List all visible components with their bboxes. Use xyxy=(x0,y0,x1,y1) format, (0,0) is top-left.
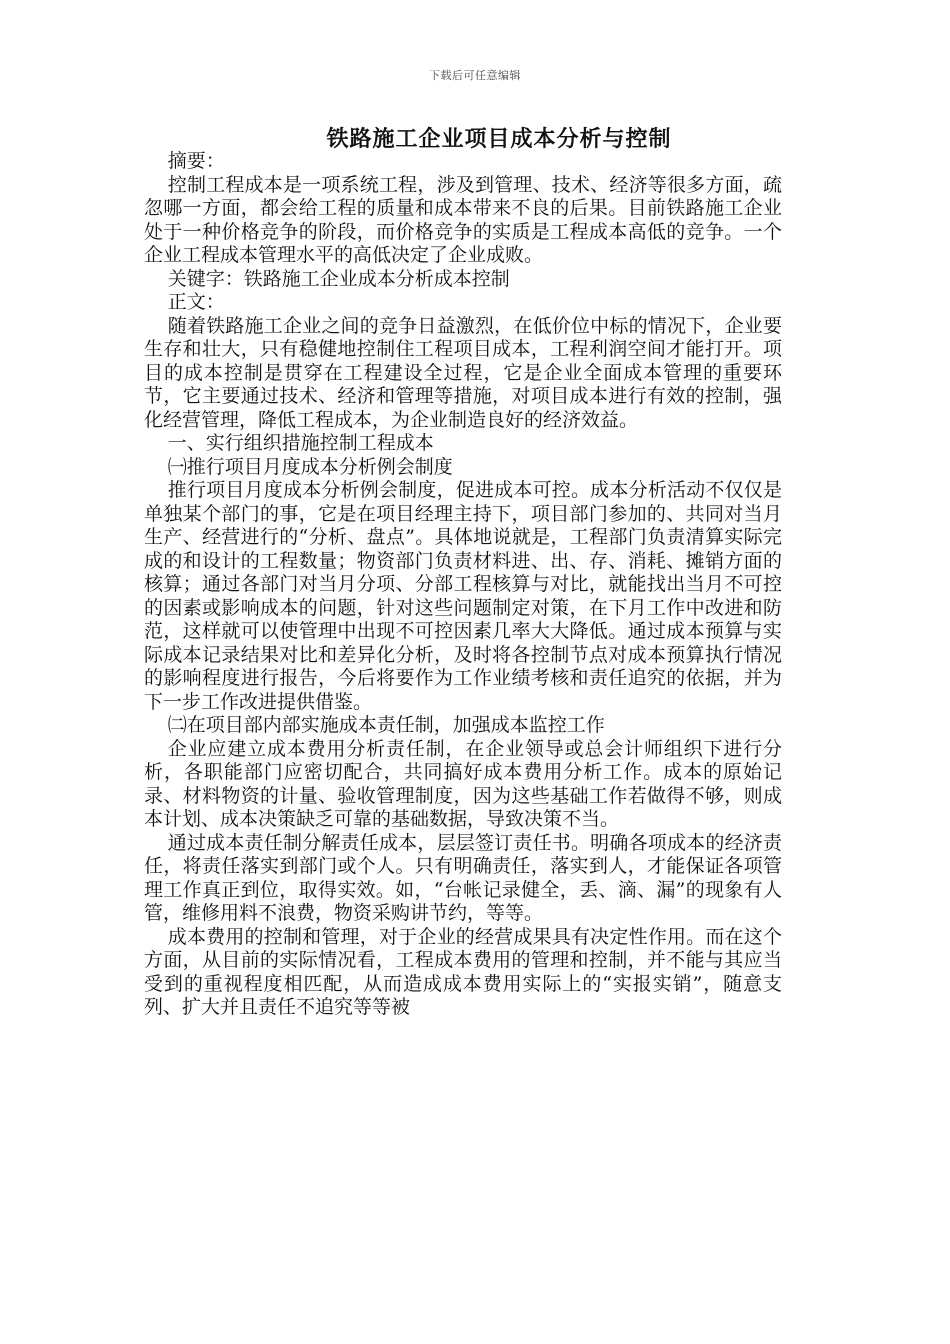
section-heading-1: 一、实行组织措施控制工程成本 xyxy=(167,432,434,454)
header-note: 下载后可任意编辑 xyxy=(429,69,521,82)
abstract-heading: 摘要： xyxy=(167,150,225,172)
subsection-heading-2: ㈡在项目部内部实施成本责任制，加强成本监控工作 xyxy=(167,714,605,736)
document-title: 铁路施工企业项目成本分析与控制 xyxy=(326,127,672,152)
subsection-heading-1: ㈠推行项目月度成本分析例会制度 xyxy=(167,455,453,478)
body-paragraph: 通过成本责任制分解责任成本，层层签订责任书。明确各项成本的经济责任，将责任落实到部门或个人。只有明确责任，落实到人，才能保证各项管理工作真正到位，取得实效。如，“台帐记录健全，丢、滴、漏”的现象有人管，维修用料不浪费，物资采购讲节约，等等。 xyxy=(144,831,782,924)
intro-paragraph: 随着铁路施工企业之间的竞争日益激烈，在低价位中标的情况下，企业要生存和壮大，只有稳健地控制住工程项目成本，工程利润空间才能打开。项目的成本控制是贯穿在工程建设全过程，它是企业全面成本管理的重要环节，它主要通过技术、经济和管理等措施，对项目成本进行有效的控制，强化经营管理，降低工程成本，为企业制造良好的经济效益。 xyxy=(144,314,782,431)
abstract-paragraph: 控制工程成本是一项系统工程，涉及到管理、技术、经济等很多方面，疏忽哪一方面，都会给工程的质量和成本带来不良的后果。目前铁路施工企业处于一种价格竞争的阶段，而价格竞争的实质是工程成本高低的竞争。一个企业工程成本管理水平的高低决定了企业成败。 xyxy=(144,173,782,266)
document-body xyxy=(144,150,782,1020)
body-paragraph: 推行项目月度成本分析例会制度，促进成本可控。成本分析活动不仅仅是单独某个部门的事，它是在项目经理主持下，项目部门参加的、共同对当月生产、经营进行的“分析、盘点”。具体地说就是，工程部门负责清算实际完成的和设计的工程数量；物资部门负责材料进、出、存、消耗、摊销方面的核算；通过各部门对当月分项、分部工程核算与对比，就能找出当月不可控的因素或影响成本的问题，针对这些问题制定对策，在下月工作中改进和防范，这样就可以使管理中出现不可控因素几率大大降低。通过成本预算与实际成本记录结果对比和差异化分析，及时将各控制节点对成本预算执行情况的影响程度进行报告，今后将要作为工作业绩考核和责任追究的依据，并为下一步工作改进提供借鉴。 xyxy=(144,479,782,713)
main-text-heading: 正文： xyxy=(167,291,225,313)
keywords-line: 关键字：铁路施工企业成本分析成本控制 xyxy=(167,267,510,290)
body-paragraph: 成本费用的控制和管理，对于企业的经营成果具有决定性作用。而在这个方面，从目前的实际情况看，工程成本费用的管理和控制，并不能与其应当受到的重视程度相匹配，从而造成成本费用实际上的“实报实销”，随意支列、扩大并且责任不追究等等被 xyxy=(144,925,782,1018)
body-paragraph: 企业应建立成本费用分析责任制，在企业领导或总会计师组织下进行分析，各职能部门应密切配合，共同搞好成本费用分析工作。成本的原始记录、材料物资的计量、验收管理制度，因为这些基础工作若做得不够，则成本计划、成本决策缺乏可靠的基础数据，导致决策不当。 xyxy=(144,737,782,830)
